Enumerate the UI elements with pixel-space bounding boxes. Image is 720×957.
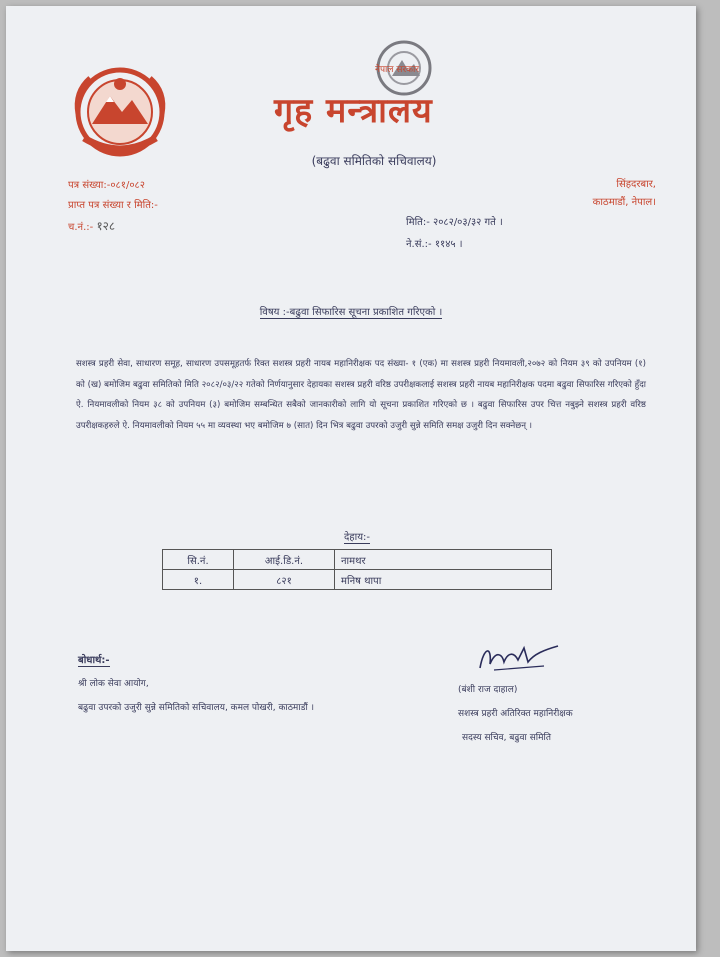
dispatch-value: १२८: [96, 219, 116, 233]
cc-recipient-2: बढुवा उपरको उजुरी सुन्ने समितिको सचिवालय, कमल पोखरी, काठमाडौं ।: [78, 703, 315, 713]
secretariat-subtitle: (बढुवा समितिको सचिवालय): [311, 154, 437, 168]
notice-body: सशस्त्र प्रहरी सेवा, साधारण समूह, साधारण उपसमूहतर्फ रिक्त सशस्त्र प्रहरी नायब महानिरीक्षक पद संख्या- १ (एक) मा सशस्त्र प्रहरी नियमावली,२०७२ को नियम ३९ को उपनियम (१) को (ख) बमोजिम बढुवा समितिको मिति २०८२/०३/२२ गतेको निर्णयानुसार देहायका सशस्त्र प्रहरी वरिष्ठ उपरीक्षकलाई सशस्त्र प्रहरी नायब महानिरीक्षक पदमा बढुवा सिफारिस गरिएको हुँदा ऐ. नियमावलीको नियम ३८ को उपनियम (३) बमोजिम सम्बन्धित सबैको जानकारीको लागि यो सूचना प्रकाशित गरिएको छ । बढुवा सिफारिस उपर चित्त नबुझ्ने सशस्त्र प्रहरी वरिष्ठ उपरीक्षकहरुले ऐ. नियमावलीको नियम ५५ मा व्यवस्था भए बमोजिम ७ (सात) दिन भित्र बढुवा उपरको उजुरी सुन्ने समिति समक्ष उजुरी दिन सक्नेछन् ।: [76, 359, 646, 431]
column-name: नामथर: [335, 550, 552, 570]
letter-date: मिति:- २०८२/०३/३२ गते ।: [406, 217, 503, 228]
details-label: देहाय:-: [344, 529, 370, 544]
cc-recipient-1: श्री लोक सेवा आयोग,: [78, 679, 149, 689]
cc-title: बोधार्थ:-: [78, 652, 110, 667]
ministry-title: गृह मन्त्रालय: [274, 91, 433, 131]
signer-role: सदस्य सचिव, बढुवा समिति: [462, 733, 551, 743]
cell-id: ८२१: [234, 570, 335, 590]
column-serial: सि.नं.: [163, 550, 234, 570]
address-block: [593, 176, 656, 212]
table-header-row: [163, 550, 552, 570]
recommendation-table: [162, 549, 552, 590]
dispatch-label: च.नं.:-: [68, 222, 94, 233]
letter-page: [6, 6, 696, 951]
reference-block: [68, 176, 158, 238]
table-row: [163, 570, 552, 590]
nepal-emblem-icon: [70, 62, 170, 162]
subject-text: विषय :-बढुवा सिफारिस सूचना प्रकाशित गरिएको ।: [259, 307, 443, 318]
signer-title: सशस्त्र प्रहरी अतिरिक्त महानिरीक्षक: [458, 709, 573, 719]
date-block: [406, 212, 503, 256]
signature-icon: [474, 640, 564, 676]
column-id: आई.डि.नं.: [234, 550, 335, 570]
letter-number: पत्र संख्या:-०८१/०८२: [68, 180, 145, 191]
signer-name: (बंशी राज दाहाल): [458, 685, 518, 695]
government-label: नेपाल सरकार: [374, 65, 420, 75]
subject-line: [6, 304, 696, 318]
address-line-1: सिंहदरबार,: [616, 179, 656, 190]
dispatch-number: [68, 216, 158, 238]
cell-serial: १.: [163, 570, 234, 590]
signer-block: [458, 678, 573, 750]
address-line-2: काठमाडौं, नेपाल।: [592, 197, 656, 208]
nepal-samvat-date: ने.सं.:- ११४५ ।: [406, 239, 463, 250]
received-letter-reference: प्राप्त पत्र संख्या र मिति:-: [68, 200, 158, 211]
cell-name: मनिष थापा: [335, 570, 552, 590]
